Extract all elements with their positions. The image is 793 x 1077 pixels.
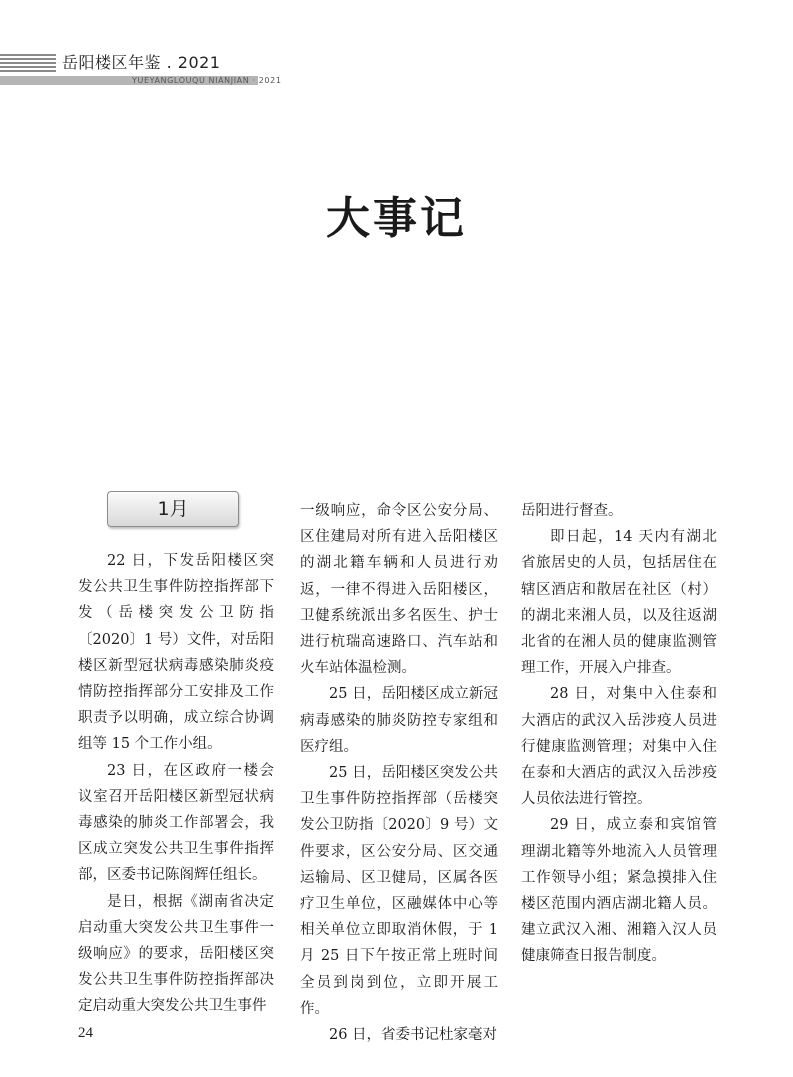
text-column-2 <box>300 498 498 1048</box>
header-decoration-lines <box>0 54 56 74</box>
paragraph: 岳阳进行督查。 <box>521 503 623 519</box>
paragraph: 28 日，对集中入住泰和大酒店的武汉入岳涉疫人员进行健康监测管理；对集中入住在泰和大酒店的武汉入岳涉疫人员依法进行管控。 <box>521 686 717 808</box>
paragraph: 即日起，14 天内有湖北省旅居史的人员，包括居住在辖区酒店和散居在社区（村）的湖北来湘人员，以及往返湖北省的在湘人员的健康监测管理工作，开展入户排查。 <box>521 529 717 677</box>
text-column-1 <box>78 548 274 1020</box>
paragraph: 22 日，下发岳阳楼区突发公共卫生事件防控指挥部下发（岳楼突发公卫防指〔2020〕1 号）文件，对岳阳楼区新型冠状病毒感染肺炎疫情防控指挥部分工安排及工作职责予以明确，成立综合协调组等 15 个工作小组。 <box>78 553 274 753</box>
paragraph: 一级响应，命令区公安分局、区住建局对所有进入岳阳楼区的湖北籍车辆和人员进行劝返，一律不得进入岳阳楼区，卫健系统派出多名医生、护士进行杭瑞高速路口、汽车站和火车站体温检测。 <box>300 503 498 677</box>
book-subtitle: YUEYANGLOUQU NIANJIAN · 2021 <box>132 76 282 85</box>
month-label: 1月 <box>107 491 239 527</box>
page-title: 大事记 <box>326 193 467 244</box>
book-title: 岳阳楼区年鉴 . 2021 <box>62 53 221 72</box>
page-number: 24 <box>78 1025 93 1041</box>
paragraph: 26 日，省委书记杜家毫对 <box>329 1027 498 1044</box>
paragraph: 是日，根据《湖南省决定启动重大突发公共卫生事件一级响应》的要求，岳阳楼区突发公共卫生事件防控指挥部决定启动重大突发公共卫生事件 <box>78 893 274 1015</box>
paragraph: 23 日，在区政府一楼会议室召开岳阳楼区新型冠状病毒感染的肺炎工作部署会，我区成立突发公共卫生事件指挥部，区委书记陈阁辉任组长。 <box>78 762 274 884</box>
paragraph: 29 日，成立泰和宾馆管理湖北籍等外地流入人员管理工作领导小组；紧急摸排入住楼区范围内酒店湖北籍人员。建立武汉入湘、湘籍入汉人员健康筛查日报告制度。 <box>521 817 717 965</box>
paragraph: 25 日，岳阳楼区突发公共卫生事件防控指挥部（岳楼突发公卫防指〔2020〕9 号）文件要求，区公安分局、区交通运输局、区卫健局，区属各医疗卫生单位，区融媒体中心等相关单位立即取消休假，于 1 月 25 日下午按正常上班时间全员到岗到位，立即开展工作。 <box>300 765 498 1017</box>
paragraph: 25 日，岳阳楼区成立新冠病毒感染的肺炎防控专家组和医疗组。 <box>300 686 498 755</box>
text-column-3 <box>521 498 717 970</box>
